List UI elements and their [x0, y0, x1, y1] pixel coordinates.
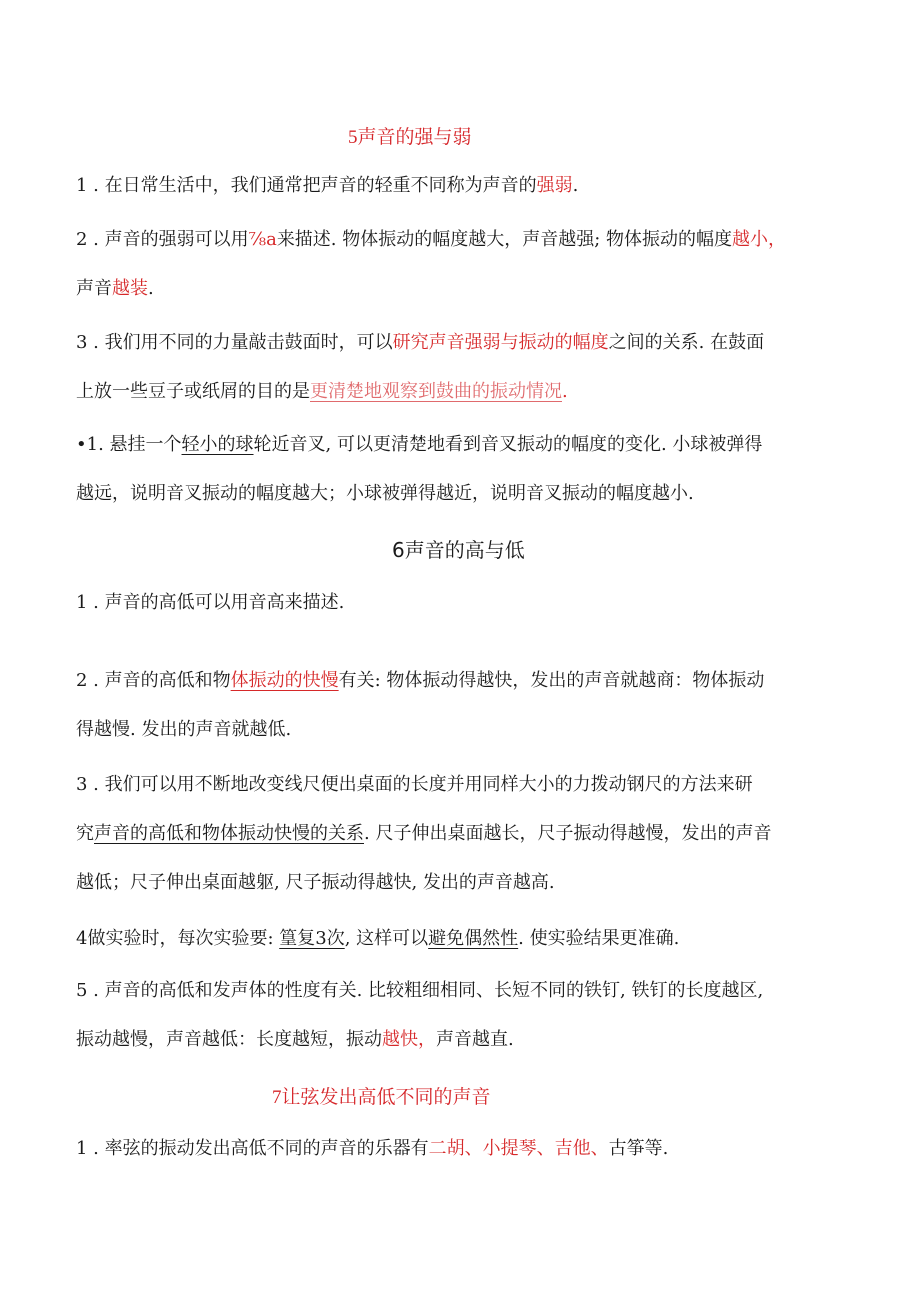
text-run: 5 . 声音的高低和发声体的性度有关. 比较粗细相同、长短不同的铁钉, 铁钉的长度越区,	[76, 980, 764, 1001]
text-line	[76, 578, 856, 627]
text-run: 3 . 我们可以用不断地改变线尺便出桌面的长度并用同样大小的力拨动钢尺的方法来研	[76, 774, 753, 795]
highlighted-text: 避免偶然性	[428, 928, 519, 949]
text-run: 越低；尺子伸出桌面越躯, 尺子振动得越快, 发出的声音越高.	[76, 872, 555, 893]
paragraph	[76, 318, 856, 416]
text-run: 声音	[76, 278, 112, 299]
section-title-6: 6声音的高与低	[392, 538, 525, 562]
paragraph	[76, 161, 856, 210]
highlighted-text: 二胡、小提琴、吉他、	[428, 1138, 609, 1159]
highlighted-text: ⅞a	[248, 229, 277, 250]
text-line	[76, 469, 856, 518]
text-line	[76, 215, 856, 264]
paragraph	[76, 656, 856, 754]
text-run: . 使实验结果更准确.	[518, 928, 680, 949]
highlighted-text: 越快，	[382, 1029, 436, 1050]
text-run: 越远，说明音叉振动的幅度越大；小球被弹得越近，说明音叉振动的幅度越小.	[76, 483, 694, 504]
section-title-5: 5声音的强与弱	[348, 127, 472, 148]
text-line	[76, 1124, 856, 1173]
text-run: 1 . 在日常生活中，我们通常把声音的轻重不同称为声音的	[76, 175, 537, 196]
highlighted-text: 更清楚地观察到鼓曲的振动情况	[310, 381, 562, 402]
section-title-7: 7让弦发出高低不同的声音	[272, 1087, 491, 1108]
paragraph	[76, 215, 856, 313]
text-run: 2 . 声音的高低和物	[76, 670, 231, 691]
text-line	[76, 858, 856, 907]
highlighted-text: 强弱	[536, 175, 573, 196]
text-run: 3 . 我们用不同的力量敲击鼓面时，可以	[76, 332, 393, 353]
text-run: •1. 悬挂一个	[76, 434, 182, 455]
paragraph	[76, 420, 856, 518]
paragraph	[76, 578, 856, 627]
text-line	[76, 318, 856, 367]
text-line	[76, 264, 856, 313]
highlighted-text: 轻小的球	[181, 434, 254, 455]
text-run: . 尺子伸出桌面越长，尺子振动得越慢，发出的声音	[364, 823, 772, 844]
text-line	[76, 809, 856, 858]
text-line	[76, 914, 856, 963]
text-line	[76, 1015, 856, 1064]
text-run: 之间的关系. 在鼓面	[608, 332, 765, 353]
paragraph	[76, 1124, 856, 1173]
highlighted-text: 体振动的快慢	[230, 670, 339, 691]
text-line	[76, 161, 856, 210]
text-line	[76, 966, 856, 1015]
text-line	[76, 760, 856, 809]
text-run: 2 . 声音的强弱可以用	[76, 229, 249, 250]
text-run: 1 . 率弦的振动发出高低不同的声音的乐器有	[76, 1138, 429, 1159]
text-run: 古筝等.	[608, 1138, 669, 1159]
text-run: 声音越直.	[436, 1029, 514, 1050]
text-run: 1 . 声音的高低可以用音高来描述.	[76, 592, 345, 613]
paragraph	[76, 966, 856, 1064]
paragraph	[76, 914, 856, 963]
highlighted-text: 研究声音强弱与振动的幅度	[392, 332, 609, 353]
text-run: .	[148, 278, 154, 299]
paragraph	[76, 760, 856, 907]
highlighted-text: 越装	[112, 278, 148, 299]
text-line	[76, 367, 856, 416]
text-line	[76, 420, 856, 469]
text-run: 上放一些豆子或纸屑的目的是	[76, 381, 310, 402]
text-run: 究	[76, 823, 94, 844]
text-line	[76, 705, 856, 754]
highlighted-text: .	[562, 381, 568, 402]
text-run: 振动越慢，声音越低：长度越短，振动	[76, 1029, 382, 1050]
text-run: 4做实验时，每次实验要:	[76, 928, 280, 949]
text-run: .	[572, 175, 579, 196]
highlighted-text: 越小，	[732, 229, 787, 250]
text-run: 得越慢. 发出的声音就越低.	[76, 719, 292, 740]
text-run: 轮近音叉, 可以更清楚地看到音叉振动的幅度的变化. 小球被弹得	[253, 434, 763, 455]
highlighted-text: 篁复3次	[279, 928, 345, 949]
text-run: 来描述. 物体振动的幅度越大，声音越强; 物体振动的幅度	[276, 229, 733, 250]
highlighted-text: 声音的高低和物体振动快慢的关系	[94, 823, 364, 844]
text-line	[76, 656, 856, 705]
text-run: , 这样可以	[344, 928, 429, 949]
text-run: 有关: 物体振动得越快，发出的声音就越商：物体振动	[338, 670, 765, 691]
